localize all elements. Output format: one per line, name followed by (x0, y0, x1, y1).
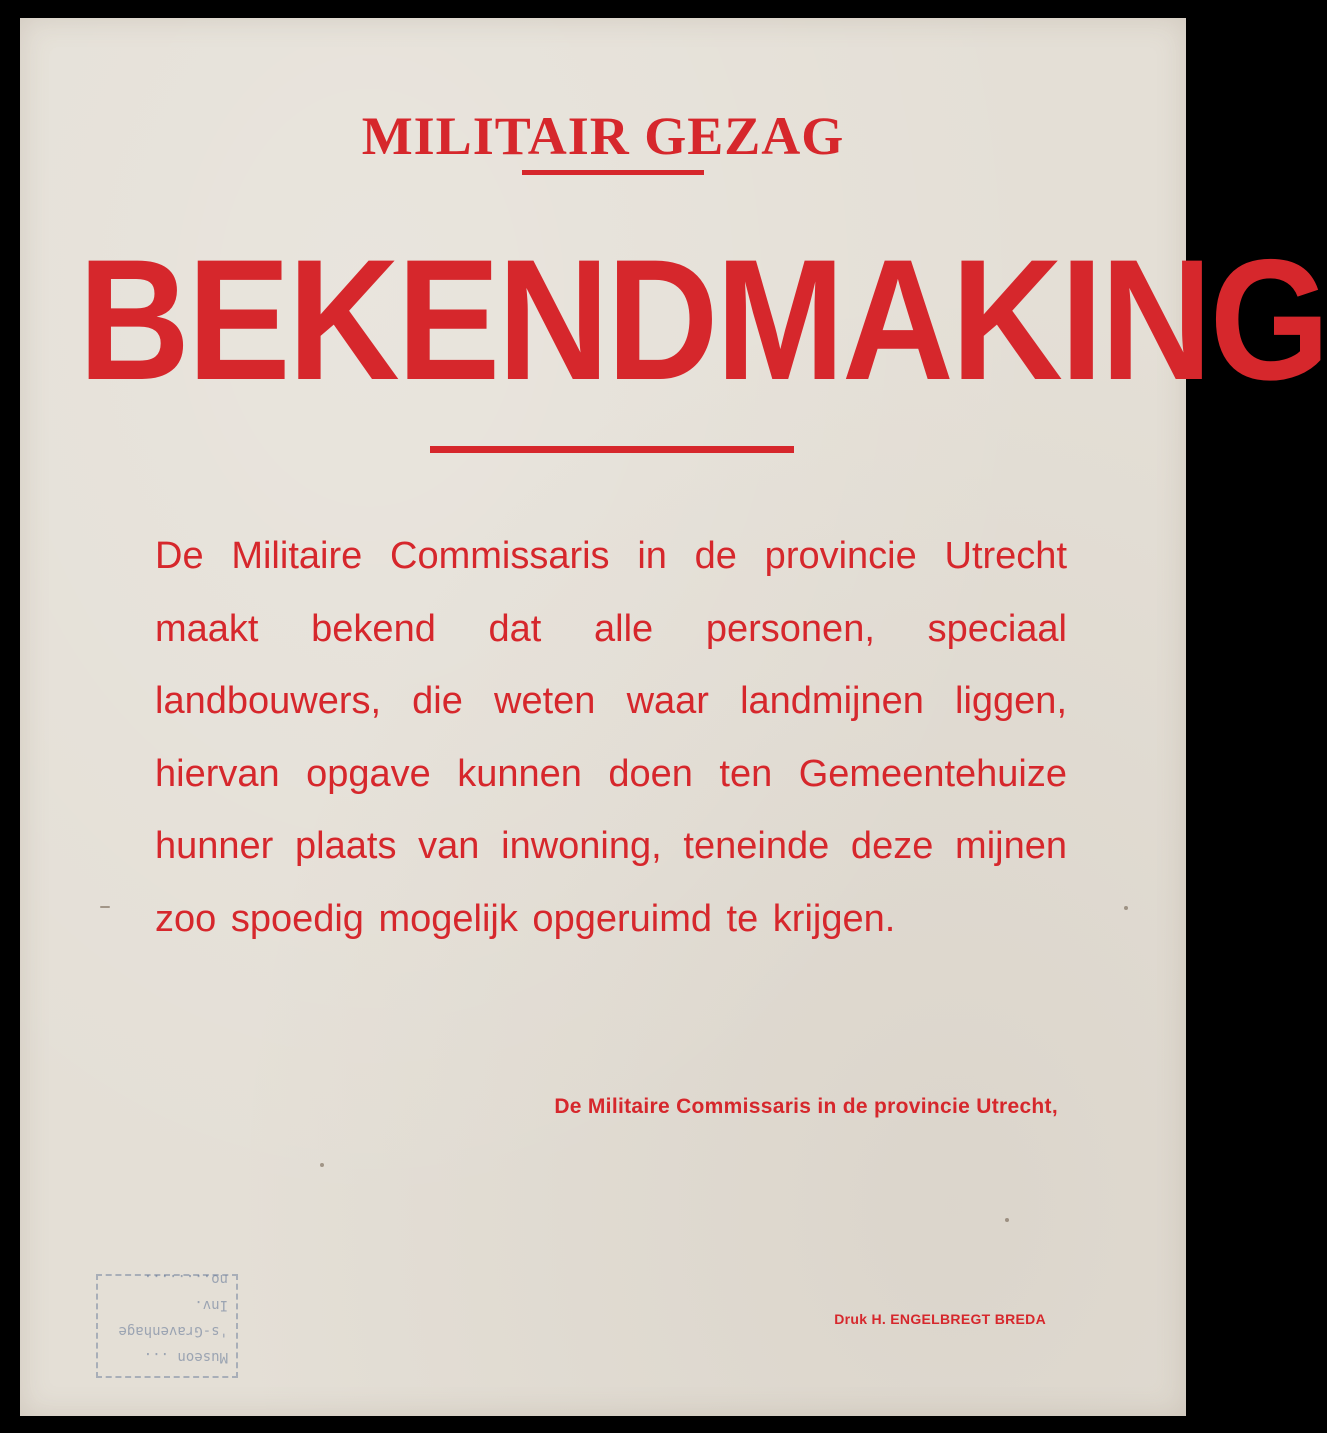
announcement-body: De Militaire Commissaris in de provincie Utrecht maakt bekend dat alle personen, speciaal landbouwers, die weten waar landmijnen liggen, hiervan opgave kunnen doen ten Gemeentehuize hunner plaats van inwoning, teneinde deze mijnen zoo spoedig mogelijk opgeruimd te krijgen. (155, 535, 1067, 940)
paper-speck (1005, 1218, 1009, 1222)
printer-credit: Druk H. ENGELBREGT BREDA (834, 1311, 1046, 1327)
stamp-line: 's-Gravenhage (118, 1323, 228, 1339)
paper-speck (320, 1163, 324, 1167)
stamp-line: Museon ... (143, 1349, 228, 1365)
signature-line: De Militaire Commissaris in de provincie Utrecht, (554, 1095, 1058, 1118)
poster-sheet (20, 18, 1327, 1416)
poster-title-bekendmaking: BEKENDMAKING (78, 224, 1327, 416)
stamp-line: Inv. no........ (143, 1271, 228, 1313)
museum-stamp (96, 1271, 238, 1378)
poster-heading-militair-gezag: MILITAIR GEZAG (361, 106, 845, 166)
paper-speck (100, 906, 110, 908)
heading-underline (522, 170, 704, 175)
title-underline (430, 446, 794, 453)
paper-speck (1124, 906, 1128, 910)
